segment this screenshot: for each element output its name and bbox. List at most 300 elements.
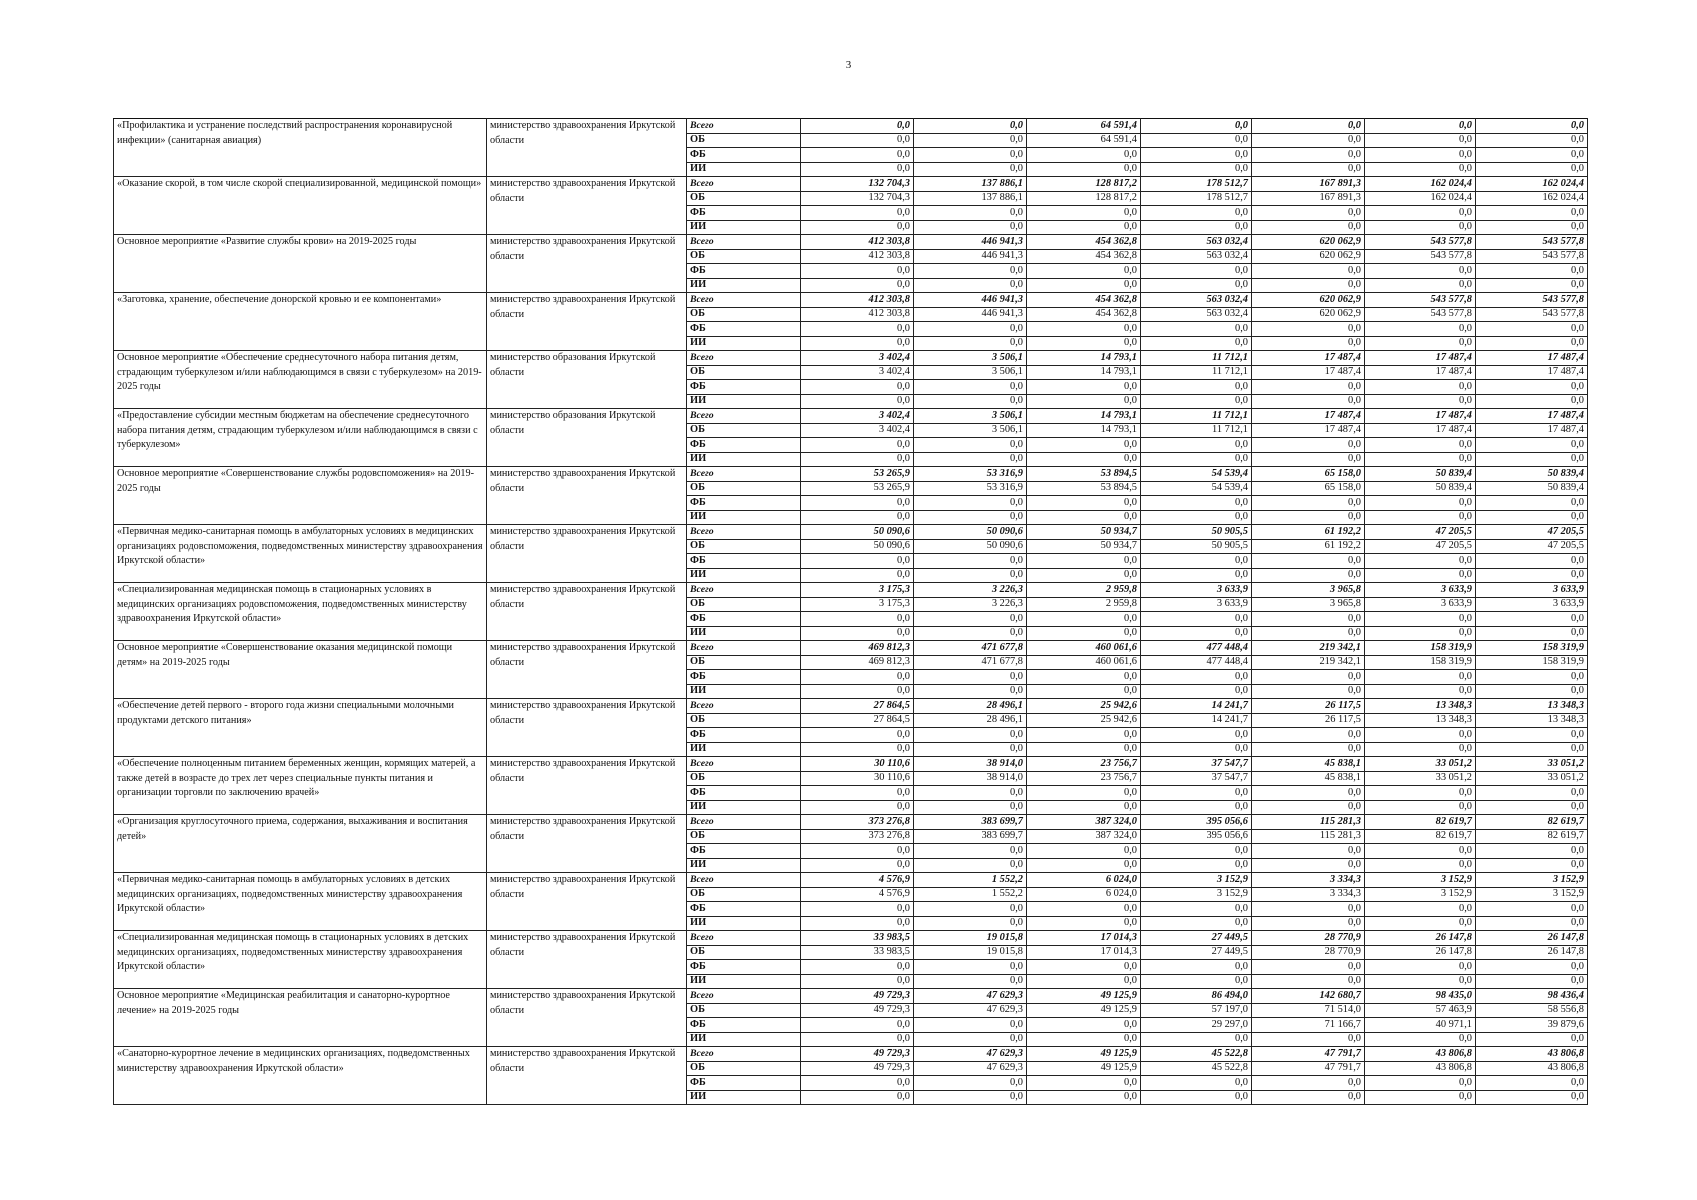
funding-source: Всего <box>687 641 801 656</box>
amount-cell: 71 166,7 <box>1252 1018 1365 1033</box>
amount-cell: 0,0 <box>1476 612 1588 627</box>
amount-cell: 58 556,8 <box>1476 1003 1588 1018</box>
amount-cell: 0,0 <box>801 336 914 351</box>
amount-cell: 0,0 <box>1141 1032 1252 1047</box>
responsible-org: министерство здравоохранения Иркутской области <box>487 525 687 583</box>
amount-cell: 14 241,7 <box>1141 699 1252 714</box>
amount-cell: 0,0 <box>914 742 1027 757</box>
responsible-org: министерство здравоохранения Иркутской области <box>487 641 687 699</box>
amount-cell: 3 506,1 <box>914 423 1027 438</box>
amount-cell: 50 934,7 <box>1027 539 1141 554</box>
activity-name: «Оказание скорой, в том числе скорой специализированной, медицинской помощи» <box>114 177 487 235</box>
amount-cell: 0,0 <box>1365 1032 1476 1047</box>
amount-cell: 14 793,1 <box>1027 409 1141 424</box>
amount-cell: 0,0 <box>801 974 914 989</box>
amount-cell: 219 342,1 <box>1252 641 1365 656</box>
amount-cell: 0,0 <box>801 786 914 801</box>
amount-cell: 0,0 <box>1027 496 1141 511</box>
amount-cell: 3 175,3 <box>801 597 914 612</box>
amount-cell: 0,0 <box>1476 728 1588 743</box>
amount-cell: 0,0 <box>1252 264 1365 279</box>
funding-source: Всего <box>687 409 801 424</box>
amount-cell: 0,0 <box>1141 728 1252 743</box>
amount-cell: 30 110,6 <box>801 757 914 772</box>
amount-cell: 0,0 <box>1252 510 1365 525</box>
amount-cell: 17 487,4 <box>1252 365 1365 380</box>
amount-cell: 0,0 <box>1141 162 1252 177</box>
amount-cell: 0,0 <box>914 960 1027 975</box>
amount-cell: 0,0 <box>1476 220 1588 235</box>
amount-cell: 0,0 <box>1027 438 1141 453</box>
amount-cell: 49 729,3 <box>801 1061 914 1076</box>
amount-cell: 0,0 <box>1365 496 1476 511</box>
amount-cell: 395 056,6 <box>1141 829 1252 844</box>
amount-cell: 17 014,3 <box>1027 945 1141 960</box>
amount-cell: 38 914,0 <box>914 757 1027 772</box>
amount-cell: 0,0 <box>1141 1076 1252 1091</box>
table-row <box>114 931 1588 946</box>
funding-source: ОБ <box>687 133 801 148</box>
amount-cell: 477 448,4 <box>1141 655 1252 670</box>
responsible-org: министерство здравоохранения Иркутской области <box>487 873 687 931</box>
responsible-org: министерство здравоохранения Иркутской области <box>487 1047 687 1105</box>
table-row <box>114 583 1588 598</box>
amount-cell: 0,0 <box>1476 206 1588 221</box>
activity-name: Основное мероприятие «Совершенствование службы родовспоможения» на 2019-2025 годы <box>114 467 487 525</box>
amount-cell: 82 619,7 <box>1365 815 1476 830</box>
amount-cell: 17 487,4 <box>1365 409 1476 424</box>
responsible-org: министерство здравоохранения Иркутской области <box>487 757 687 815</box>
amount-cell: 0,0 <box>801 322 914 337</box>
funding-source: ФБ <box>687 264 801 279</box>
funding-source: ФБ <box>687 1018 801 1033</box>
table-row <box>114 699 1588 714</box>
amount-cell: 33 051,2 <box>1365 757 1476 772</box>
budget-table <box>113 118 1588 1105</box>
responsible-org: министерство образования Иркутской области <box>487 409 687 467</box>
funding-source: Всего <box>687 757 801 772</box>
amount-cell: 0,0 <box>801 568 914 583</box>
amount-cell: 115 281,3 <box>1252 815 1365 830</box>
amount-cell: 0,0 <box>801 742 914 757</box>
responsible-org: министерство здравоохранения Иркутской области <box>487 177 687 235</box>
table-row <box>114 409 1588 424</box>
amount-cell: 0,0 <box>1252 336 1365 351</box>
amount-cell: 620 062,9 <box>1252 307 1365 322</box>
amount-cell: 0,0 <box>801 394 914 409</box>
amount-cell: 469 812,3 <box>801 641 914 656</box>
amount-cell: 0,0 <box>1141 1090 1252 1105</box>
amount-cell: 0,0 <box>1365 438 1476 453</box>
amount-cell: 14 793,1 <box>1027 423 1141 438</box>
amount-cell: 0,0 <box>914 684 1027 699</box>
amount-cell: 33 983,5 <box>801 945 914 960</box>
amount-cell: 0,0 <box>801 554 914 569</box>
amount-cell: 0,0 <box>1476 336 1588 351</box>
funding-source: ИИ <box>687 278 801 293</box>
amount-cell: 0,0 <box>1252 322 1365 337</box>
activity-name: «Профилактика и устранение последствий распространения коронавирусной инфекции» (санитарная авиация) <box>114 119 487 177</box>
amount-cell: 6 024,0 <box>1027 873 1141 888</box>
activity-name: «Специализированная медицинская помощь в стационарных условиях в детских медицинских организациях, подведомственных министерству здравоохранения Иркутской области» <box>114 931 487 989</box>
amount-cell: 3 226,3 <box>914 583 1027 598</box>
amount-cell: 412 303,8 <box>801 235 914 250</box>
amount-cell: 0,0 <box>1252 220 1365 235</box>
amount-cell: 0,0 <box>1365 278 1476 293</box>
amount-cell: 0,0 <box>1252 1090 1365 1105</box>
amount-cell: 47 205,5 <box>1365 525 1476 540</box>
amount-cell: 50 090,6 <box>801 539 914 554</box>
amount-cell: 0,0 <box>1365 206 1476 221</box>
amount-cell: 0,0 <box>1027 626 1141 641</box>
amount-cell: 0,0 <box>801 670 914 685</box>
amount-cell: 0,0 <box>914 206 1027 221</box>
amount-cell: 3 633,9 <box>1365 583 1476 598</box>
amount-cell: 17 487,4 <box>1252 423 1365 438</box>
amount-cell: 33 983,5 <box>801 931 914 946</box>
amount-cell: 0,0 <box>1476 800 1588 815</box>
amount-cell: 3 152,9 <box>1476 873 1588 888</box>
table-row <box>114 293 1588 308</box>
amount-cell: 0,0 <box>914 800 1027 815</box>
amount-cell: 162 024,4 <box>1476 191 1588 206</box>
amount-cell: 13 348,3 <box>1365 713 1476 728</box>
amount-cell: 0,0 <box>1252 670 1365 685</box>
table-body <box>114 119 1588 1105</box>
amount-cell: 14 793,1 <box>1027 351 1141 366</box>
amount-cell: 137 886,1 <box>914 191 1027 206</box>
amount-cell: 158 319,9 <box>1476 655 1588 670</box>
amount-cell: 50 839,4 <box>1476 467 1588 482</box>
amount-cell: 0,0 <box>1252 612 1365 627</box>
funding-source: Всего <box>687 815 801 830</box>
amount-cell: 6 024,0 <box>1027 887 1141 902</box>
amount-cell: 29 297,0 <box>1141 1018 1252 1033</box>
amount-cell: 65 158,0 <box>1252 467 1365 482</box>
amount-cell: 0,0 <box>1027 684 1141 699</box>
amount-cell: 178 512,7 <box>1141 177 1252 192</box>
amount-cell: 0,0 <box>801 1090 914 1105</box>
funding-source: ФБ <box>687 844 801 859</box>
amount-cell: 162 024,4 <box>1476 177 1588 192</box>
amount-cell: 53 894,5 <box>1027 481 1141 496</box>
responsible-org: министерство здравоохранения Иркутской области <box>487 119 687 177</box>
amount-cell: 3 402,4 <box>801 409 914 424</box>
amount-cell: 17 487,4 <box>1365 351 1476 366</box>
amount-cell: 373 276,8 <box>801 815 914 830</box>
amount-cell: 0,0 <box>1252 902 1365 917</box>
amount-cell: 28 496,1 <box>914 699 1027 714</box>
amount-cell: 0,0 <box>1141 800 1252 815</box>
amount-cell: 43 806,8 <box>1476 1061 1588 1076</box>
amount-cell: 1 552,2 <box>914 887 1027 902</box>
amount-cell: 0,0 <box>801 452 914 467</box>
amount-cell: 0,0 <box>1027 1032 1141 1047</box>
amount-cell: 0,0 <box>1252 626 1365 641</box>
amount-cell: 0,0 <box>914 264 1027 279</box>
amount-cell: 50 905,5 <box>1141 525 1252 540</box>
amount-cell: 0,0 <box>1252 278 1365 293</box>
amount-cell: 3 402,4 <box>801 423 914 438</box>
amount-cell: 0,0 <box>1365 510 1476 525</box>
amount-cell: 61 192,2 <box>1252 525 1365 540</box>
funding-source: ИИ <box>687 974 801 989</box>
activity-name: Основное мероприятие «Развитие службы крови» на 2019-2025 годы <box>114 235 487 293</box>
amount-cell: 17 487,4 <box>1476 409 1588 424</box>
amount-cell: 620 062,9 <box>1252 235 1365 250</box>
amount-cell: 28 770,9 <box>1252 931 1365 946</box>
amount-cell: 0,0 <box>914 612 1027 627</box>
funding-source: Всего <box>687 119 801 134</box>
funding-source: ОБ <box>687 481 801 496</box>
amount-cell: 0,0 <box>914 1032 1027 1047</box>
amount-cell: 17 487,4 <box>1365 423 1476 438</box>
amount-cell: 0,0 <box>1252 960 1365 975</box>
amount-cell: 0,0 <box>1476 554 1588 569</box>
amount-cell: 0,0 <box>1027 960 1141 975</box>
amount-cell: 0,0 <box>801 133 914 148</box>
amount-cell: 0,0 <box>1365 162 1476 177</box>
amount-cell: 0,0 <box>914 162 1027 177</box>
amount-cell: 471 677,8 <box>914 655 1027 670</box>
funding-source: Всего <box>687 467 801 482</box>
amount-cell: 53 316,9 <box>914 467 1027 482</box>
amount-cell: 0,0 <box>801 728 914 743</box>
table-row <box>114 119 1588 134</box>
amount-cell: 0,0 <box>1141 844 1252 859</box>
amount-cell: 0,0 <box>1141 322 1252 337</box>
amount-cell: 387 324,0 <box>1027 829 1141 844</box>
amount-cell: 37 547,7 <box>1141 757 1252 772</box>
activity-name: «Предоставление субсидии местным бюджетам на обеспечение среднесуточного набора питания детям, страдающим туберкулезом и/или наблюдающимся в связи с туберкулезом» <box>114 409 487 467</box>
amount-cell: 0,0 <box>1252 916 1365 931</box>
amount-cell: 57 463,9 <box>1365 1003 1476 1018</box>
amount-cell: 0,0 <box>1365 148 1476 163</box>
amount-cell: 50 839,4 <box>1365 481 1476 496</box>
amount-cell: 17 487,4 <box>1476 365 1588 380</box>
amount-cell: 53 265,9 <box>801 481 914 496</box>
table-row <box>114 757 1588 772</box>
amount-cell: 158 319,9 <box>1365 655 1476 670</box>
amount-cell: 0,0 <box>914 916 1027 931</box>
amount-cell: 47 205,5 <box>1476 525 1588 540</box>
amount-cell: 0,0 <box>1252 162 1365 177</box>
amount-cell: 0,0 <box>1476 162 1588 177</box>
amount-cell: 0,0 <box>801 510 914 525</box>
table-row <box>114 351 1588 366</box>
amount-cell: 3 402,4 <box>801 365 914 380</box>
amount-cell: 45 838,1 <box>1252 771 1365 786</box>
amount-cell: 3 152,9 <box>1141 873 1252 888</box>
amount-cell: 0,0 <box>1141 960 1252 975</box>
funding-source: Всего <box>687 235 801 250</box>
funding-source: Всего <box>687 351 801 366</box>
activity-name: «Санаторно-курортное лечение в медицинских организациях, подведомственных министерству здравоохранения Иркутской области» <box>114 1047 487 1105</box>
amount-cell: 0,0 <box>1365 626 1476 641</box>
amount-cell: 13 348,3 <box>1365 699 1476 714</box>
funding-source: Всего <box>687 525 801 540</box>
amount-cell: 0,0 <box>1365 568 1476 583</box>
amount-cell: 0,0 <box>1476 670 1588 685</box>
amount-cell: 0,0 <box>1141 133 1252 148</box>
amount-cell: 0,0 <box>1476 858 1588 873</box>
amount-cell: 0,0 <box>1365 336 1476 351</box>
amount-cell: 50 090,6 <box>801 525 914 540</box>
amount-cell: 0,0 <box>914 380 1027 395</box>
amount-cell: 0,0 <box>914 452 1027 467</box>
funding-source: ФБ <box>687 612 801 627</box>
responsible-org: министерство здравоохранения Иркутской области <box>487 235 687 293</box>
amount-cell: 0,0 <box>1141 786 1252 801</box>
amount-cell: 26 147,8 <box>1365 931 1476 946</box>
amount-cell: 0,0 <box>1476 1090 1588 1105</box>
responsible-org: министерство здравоохранения Иркутской области <box>487 467 687 525</box>
amount-cell: 3 506,1 <box>914 409 1027 424</box>
amount-cell: 563 032,4 <box>1141 307 1252 322</box>
amount-cell: 3 152,9 <box>1476 887 1588 902</box>
amount-cell: 0,0 <box>914 670 1027 685</box>
amount-cell: 0,0 <box>1476 568 1588 583</box>
funding-source: ОБ <box>687 829 801 844</box>
amount-cell: 26 147,8 <box>1365 945 1476 960</box>
funding-source: ОБ <box>687 887 801 902</box>
activity-name: «Заготовка, хранение, обеспечение донорской кровью и ее компонентами» <box>114 293 487 351</box>
funding-source: ОБ <box>687 191 801 206</box>
amount-cell: 0,0 <box>1027 1076 1141 1091</box>
amount-cell: 0,0 <box>1141 568 1252 583</box>
funding-source: ОБ <box>687 307 801 322</box>
amount-cell: 543 577,8 <box>1476 293 1588 308</box>
amount-cell: 0,0 <box>1476 902 1588 917</box>
amount-cell: 0,0 <box>1365 670 1476 685</box>
responsible-org: министерство здравоохранения Иркутской области <box>487 699 687 757</box>
amount-cell: 26 147,8 <box>1476 945 1588 960</box>
amount-cell: 0,0 <box>1365 394 1476 409</box>
amount-cell: 50 934,7 <box>1027 525 1141 540</box>
amount-cell: 0,0 <box>1027 800 1141 815</box>
amount-cell: 14 793,1 <box>1027 365 1141 380</box>
funding-source: ИИ <box>687 1090 801 1105</box>
amount-cell: 3 152,9 <box>1365 873 1476 888</box>
amount-cell: 0,0 <box>1027 786 1141 801</box>
amount-cell: 0,0 <box>801 206 914 221</box>
funding-source: ИИ <box>687 1032 801 1047</box>
amount-cell: 395 056,6 <box>1141 815 1252 830</box>
amount-cell: 0,0 <box>1365 902 1476 917</box>
funding-source: ИИ <box>687 394 801 409</box>
activity-name: Основное мероприятие «Совершенствование оказания медицинской помощи детям» на 2019-2025 годы <box>114 641 487 699</box>
amount-cell: 65 158,0 <box>1252 481 1365 496</box>
amount-cell: 3 506,1 <box>914 351 1027 366</box>
amount-cell: 0,0 <box>914 786 1027 801</box>
funding-source: ИИ <box>687 220 801 235</box>
amount-cell: 128 817,2 <box>1027 191 1141 206</box>
funding-source: ИИ <box>687 626 801 641</box>
amount-cell: 49 125,9 <box>1027 1003 1141 1018</box>
amount-cell: 0,0 <box>801 1018 914 1033</box>
amount-cell: 0,0 <box>1476 322 1588 337</box>
table-row <box>114 235 1588 250</box>
amount-cell: 50 090,6 <box>914 525 1027 540</box>
amount-cell: 454 362,8 <box>1027 249 1141 264</box>
funding-source: ИИ <box>687 568 801 583</box>
amount-cell: 563 032,4 <box>1141 249 1252 264</box>
funding-source: ФБ <box>687 380 801 395</box>
amount-cell: 0,0 <box>914 568 1027 583</box>
amount-cell: 471 677,8 <box>914 641 1027 656</box>
amount-cell: 50 090,6 <box>914 539 1027 554</box>
amount-cell: 61 192,2 <box>1252 539 1365 554</box>
amount-cell: 57 197,0 <box>1141 1003 1252 1018</box>
amount-cell: 43 806,8 <box>1476 1047 1588 1062</box>
amount-cell: 27 449,5 <box>1141 945 1252 960</box>
amount-cell: 47 629,3 <box>914 989 1027 1004</box>
amount-cell: 82 619,7 <box>1476 829 1588 844</box>
amount-cell: 64 591,4 <box>1027 133 1141 148</box>
amount-cell: 543 577,8 <box>1365 235 1476 250</box>
amount-cell: 0,0 <box>1365 800 1476 815</box>
activity-name: Основное мероприятие «Медицинская реабилитация и санаторно-курортное лечение» на 2019-2025 годы <box>114 989 487 1047</box>
amount-cell: 0,0 <box>914 1018 1027 1033</box>
amount-cell: 0,0 <box>1365 1076 1476 1091</box>
amount-cell: 0,0 <box>1141 626 1252 641</box>
amount-cell: 132 704,3 <box>801 177 914 192</box>
amount-cell: 0,0 <box>914 278 1027 293</box>
funding-source: ФБ <box>687 902 801 917</box>
amount-cell: 33 051,2 <box>1476 757 1588 772</box>
amount-cell: 28 770,9 <box>1252 945 1365 960</box>
activity-name: «Специализированная медицинская помощь в стационарных условиях в медицинских организациях родовспоможения, подведомственных министерству здравоохранения Иркутской области» <box>114 583 487 641</box>
amount-cell: 4 576,9 <box>801 887 914 902</box>
amount-cell: 469 812,3 <box>801 655 914 670</box>
amount-cell: 98 435,0 <box>1365 989 1476 1004</box>
amount-cell: 0,0 <box>1365 612 1476 627</box>
amount-cell: 0,0 <box>1476 452 1588 467</box>
amount-cell: 0,0 <box>1141 148 1252 163</box>
amount-cell: 3 633,9 <box>1141 583 1252 598</box>
funding-source: ОБ <box>687 945 801 960</box>
amount-cell: 0,0 <box>801 858 914 873</box>
amount-cell: 17 487,4 <box>1252 351 1365 366</box>
amount-cell: 49 125,9 <box>1027 1061 1141 1076</box>
amount-cell: 19 015,8 <box>914 945 1027 960</box>
amount-cell: 54 539,4 <box>1141 481 1252 496</box>
amount-cell: 0,0 <box>1252 800 1365 815</box>
amount-cell: 0,0 <box>801 1032 914 1047</box>
responsible-org: министерство здравоохранения Иркутской области <box>487 293 687 351</box>
amount-cell: 0,0 <box>1476 916 1588 931</box>
amount-cell: 0,0 <box>1365 452 1476 467</box>
funding-source: ФБ <box>687 728 801 743</box>
amount-cell: 137 886,1 <box>914 177 1027 192</box>
page-number: 3 <box>845 59 852 71</box>
amount-cell: 0,0 <box>1027 1018 1141 1033</box>
table-row <box>114 467 1588 482</box>
amount-cell: 0,0 <box>801 612 914 627</box>
amount-cell: 27 449,5 <box>1141 931 1252 946</box>
amount-cell: 0,0 <box>914 1076 1027 1091</box>
amount-cell: 26 117,5 <box>1252 713 1365 728</box>
amount-cell: 0,0 <box>1141 612 1252 627</box>
amount-cell: 82 619,7 <box>1365 829 1476 844</box>
amount-cell: 3 402,4 <box>801 351 914 366</box>
amount-cell: 0,0 <box>914 394 1027 409</box>
amount-cell: 0,0 <box>1141 670 1252 685</box>
amount-cell: 28 496,1 <box>914 713 1027 728</box>
funding-source: Всего <box>687 989 801 1004</box>
amount-cell: 3 226,3 <box>914 597 1027 612</box>
amount-cell: 0,0 <box>801 119 914 134</box>
